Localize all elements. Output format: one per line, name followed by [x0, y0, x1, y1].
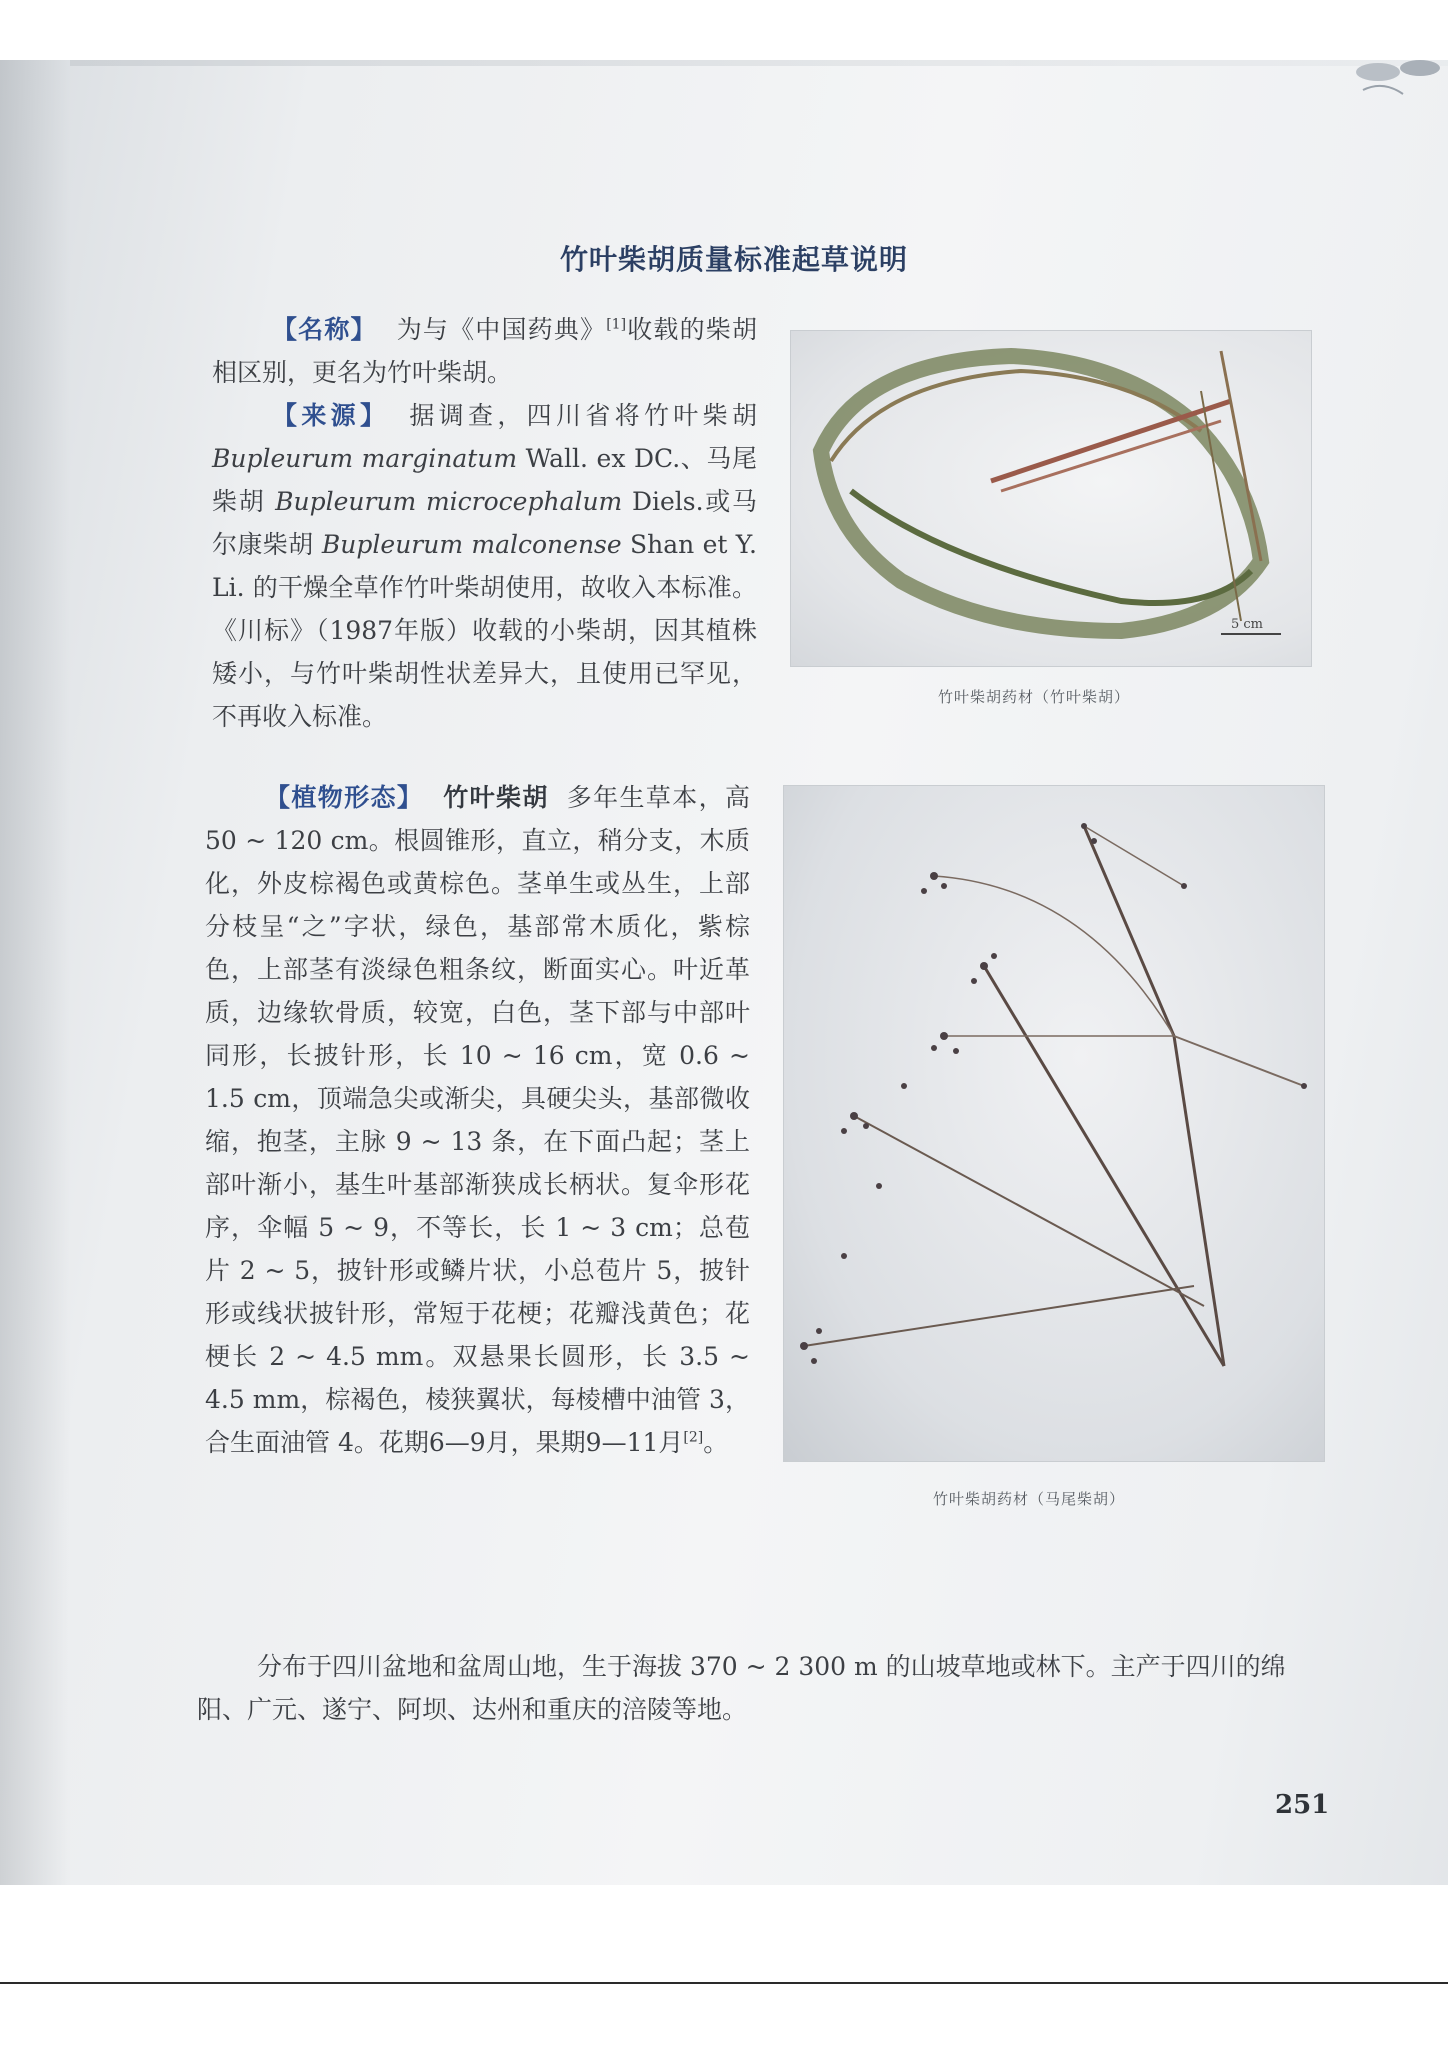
page-number: 251	[1275, 1790, 1330, 1820]
source-label: 【来源】	[272, 401, 390, 430]
section-distribution: 分布于四川盆地和盆周山地，生于海拔 370 ~ 2 300 m 的山坡草地或林下。主产于四川的绵阳、广元、遂宁、阿坝、达州和重庆的涪陵等地。	[197, 1652, 1286, 1724]
species-microcephalum: Bupleurum microcephalum	[275, 487, 623, 516]
species-malconense: Bupleurum malconense	[321, 530, 622, 559]
source-text-2: Wall. ex DC.、马尾柴胡	[212, 444, 757, 516]
section-source	[212, 394, 757, 738]
corner-leaf-decoration	[1308, 60, 1448, 110]
bottom-border-line	[0, 1982, 1448, 1984]
species-marginatum: Bupleurum marginatum	[212, 444, 518, 473]
page-title: 竹叶柴胡质量标准起草说明	[560, 243, 909, 276]
header-rule	[70, 60, 1448, 66]
page-gutter-shadow	[0, 60, 70, 1885]
source-text-4: Shan et Y. Li. 的干燥全草作竹叶柴胡使用，故收入本标准。《川标》（1987年版）收载的小柴胡，因其植株矮小，与竹叶柴胡性状差异大，且使用已罕见，不再收入标准。	[212, 530, 757, 731]
morphology-ref: [2]	[683, 1429, 704, 1446]
morphology-label: 【植物形态】	[265, 783, 424, 812]
book-page	[0, 60, 1448, 1885]
name-label: 【名称】	[272, 315, 377, 344]
morphology-plant-name: 竹叶柴胡	[443, 783, 549, 812]
morphology-end: 。	[703, 1428, 729, 1457]
section-morphology	[205, 776, 750, 1464]
source-text-1: 据调查，四川省将竹叶柴胡	[409, 401, 757, 430]
section-name	[212, 308, 757, 394]
herb-specimen-1-drawing	[791, 331, 1311, 666]
herb-photo-bamboo-leaf	[790, 330, 1312, 667]
figure-caption-2: 竹叶柴胡药材（马尾柴胡）	[933, 1490, 1126, 1508]
source-text-3: Diels.或马尔康柴胡	[212, 487, 758, 559]
name-ref: [1]	[606, 316, 627, 333]
name-text-a: 为与《中国药典》	[396, 315, 607, 344]
morphology-text: 多年生草本，高 50 ~ 120 cm。根圆锥形，直立，稍分支，木质化，外皮棕褐色或黄棕色。茎单生或丛生，上部分枝呈“之”字状，绿色，基部常木质化，紫棕色，上部茎有淡绿色粗条纹，断面实心。叶近革质，边缘软骨质，较宽，白色，茎下部与中部叶同形，长披针形，长 10 ~ 16 cm，宽 0.6 ~ 1.5 cm，顶端急尖或渐尖，具硬尖头，基部微收缩，抱茎，主脉 9 ~ 13 条，在下面凸起；茎上部叶渐小，基生叶基部渐狭成长柄状。复伞形花序，伞幅 5 ~ 9，不等长，长 1 ~ 3 cm；总苞片 2 ~ 5，披针形或鳞片状，小总苞片 5，披针形或线状披针形，常短于花梗；花瓣浅黄色；花梗长 2 ~ 4.5 mm。双悬果长圆形，长 3.5 ~ 4.5 mm，棕褐色，棱狭翼状，每棱槽中油管 3，合生面油管 4。花期6—9月，果期9—11月	[205, 783, 750, 1457]
figure-caption-1: 竹叶柴胡药材（竹叶柴胡）	[938, 688, 1131, 706]
scale-bar-label: 5 cm	[1231, 617, 1264, 632]
herb-specimen-2-drawing	[784, 786, 1324, 1461]
herb-photo-horsetail	[783, 785, 1325, 1462]
name-text-b: 收载的柴胡相区别，更名为竹叶柴胡。	[212, 315, 757, 387]
